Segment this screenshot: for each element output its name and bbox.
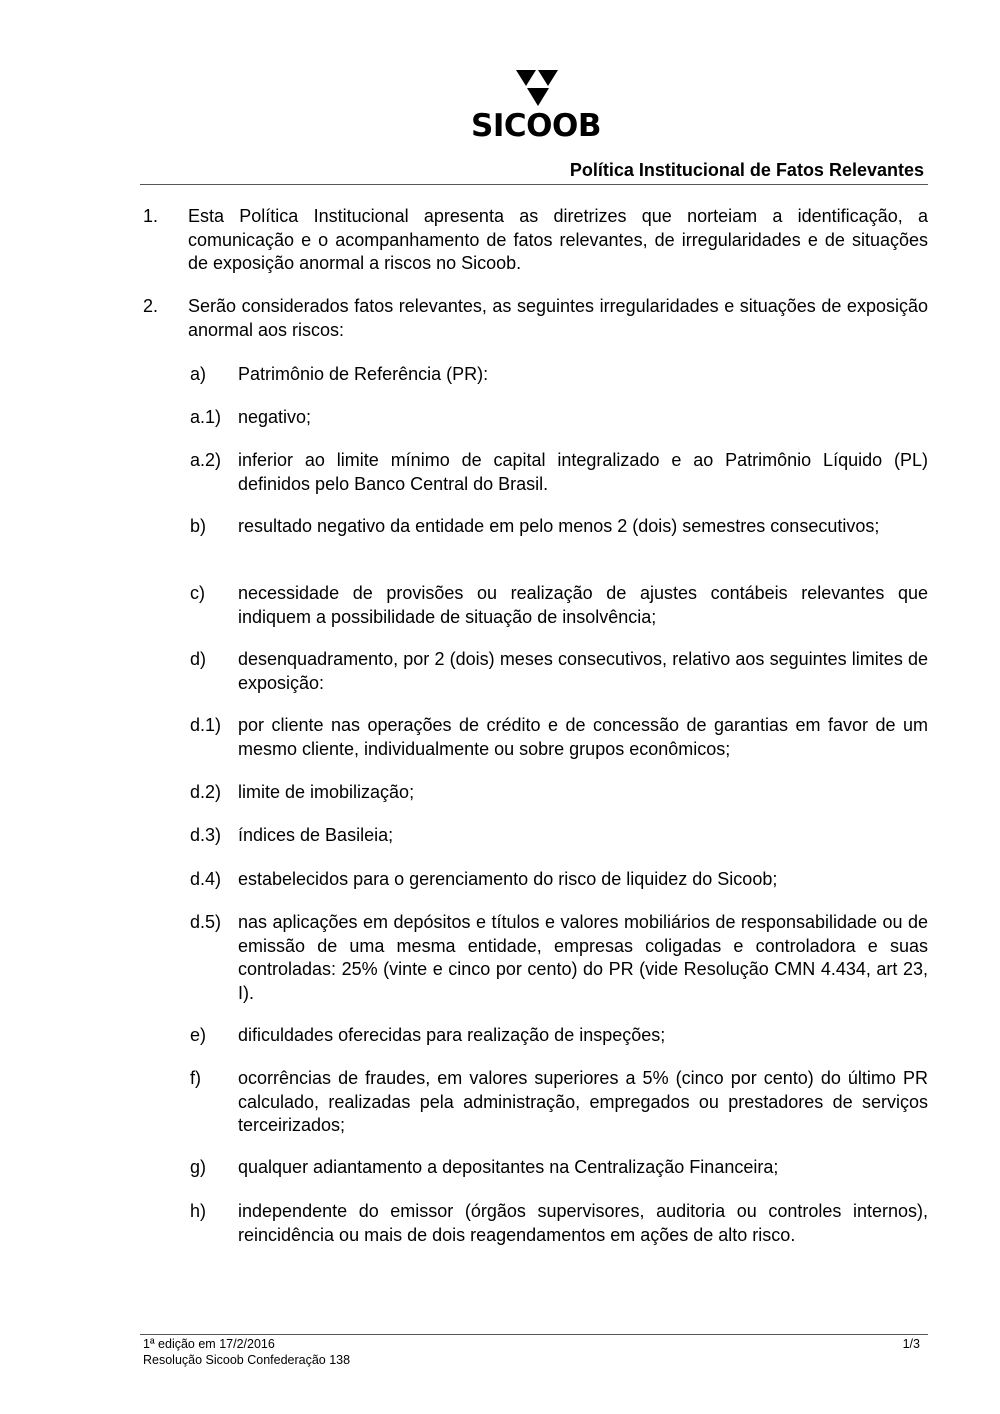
item-text: qualquer adiantamento a depositantes na Centralização Financeira; bbox=[238, 1157, 779, 1177]
item-label: d) bbox=[190, 649, 207, 669]
item-text: por cliente nas operações de crédito e de concessão de garantias em favor de um mesmo cliente, individualmente ou sobre grupos econômicos; bbox=[238, 715, 928, 759]
item-text: Esta Política Institucional apresenta as diretrizes que norteiam a identificação, a comunicação e o acompanhamento de fatos relevantes, de irregularidades e de situações de exposição anormal a riscos no Sicoob. bbox=[188, 206, 928, 273]
item-label: d.4) bbox=[190, 869, 222, 889]
item-label: h) bbox=[190, 1201, 207, 1221]
item-label: d.5) bbox=[190, 912, 222, 932]
footer-edition: 1ª edição em 17/2/2016 bbox=[143, 1337, 275, 1351]
item-text: negativo; bbox=[238, 407, 312, 427]
item-text: índices de Basileia; bbox=[238, 825, 394, 845]
item-label: d.3) bbox=[190, 825, 222, 845]
item-label: d.1) bbox=[190, 715, 222, 735]
footer-resolution: Resolução Sicoob Confederação 138 bbox=[143, 1353, 351, 1367]
item-text: ocorrências de fraudes, em valores superiores a 5% (cinco por cento) do último PR calculado, realizadas pela administração, empregados ou prestadores de serviços terceirizados; bbox=[238, 1068, 928, 1135]
logo-text: SICOOB bbox=[471, 108, 601, 144]
item-text: nas aplicações em depósitos e títulos e valores mobiliários de responsabilidade ou de emissão de uma mesma entidade, empresas coligadas e controladora e suas controladas: 25% (vinte e cinco por cento) do PR (vide Resolução CMN 4.434, art 23, I). bbox=[238, 912, 928, 1003]
item-text: Serão considerados fatos relevantes, as seguintes irregularidades e situações de exposição anormal aos riscos: bbox=[188, 296, 928, 340]
sicoob-logo bbox=[470, 68, 602, 144]
item-label: a) bbox=[190, 364, 207, 384]
item-text: dificuldades oferecidas para realização de inspeções; bbox=[238, 1025, 666, 1045]
item-text: desenquadramento, por 2 (dois) meses consecutivos, relativo aos seguintes limites de exposição: bbox=[238, 649, 928, 693]
item-label: 1. bbox=[143, 206, 159, 226]
item-label: b) bbox=[190, 516, 207, 536]
footer bbox=[143, 1336, 920, 1368]
item-text: estabelecidos para o gerenciamento do risco de liquidez do Sicoob; bbox=[238, 869, 778, 889]
item-label: 2. bbox=[143, 296, 159, 316]
header-divider bbox=[140, 184, 928, 185]
item-label: a.2) bbox=[190, 450, 222, 470]
footer-divider bbox=[140, 1334, 928, 1335]
item-label: f) bbox=[190, 1068, 201, 1088]
item-text: Patrimônio de Referência (PR): bbox=[238, 364, 489, 384]
item-text: inferior ao limite mínimo de capital integralizado e ao Patrimônio Líquido (PL) definidos pelo Banco Central do Brasil. bbox=[238, 450, 928, 494]
item-text: necessidade de provisões ou realização de ajustes contábeis relevantes que indiquem a possibilidade de situação de insolvência; bbox=[238, 583, 928, 627]
item-text: resultado negativo da entidade em pelo menos 2 (dois) semestres consecutivos; bbox=[238, 516, 880, 536]
item-text: independente do emissor (órgãos supervisores, auditoria ou controles internos), reincidência ou mais de dois reagendamentos em ações de alto risco. bbox=[238, 1201, 928, 1245]
sicoob-logo-icon bbox=[470, 68, 602, 108]
item-label: g) bbox=[190, 1157, 207, 1177]
item-label: c) bbox=[190, 583, 205, 603]
item-label: e) bbox=[190, 1025, 207, 1045]
page-number: 1/3 bbox=[902, 1337, 920, 1351]
document-title: Política Institucional de Fatos Relevantes bbox=[569, 160, 924, 180]
item-label: d.2) bbox=[190, 782, 222, 802]
item-text: limite de imobilização; bbox=[238, 782, 415, 802]
item-label: a.1) bbox=[190, 407, 222, 427]
